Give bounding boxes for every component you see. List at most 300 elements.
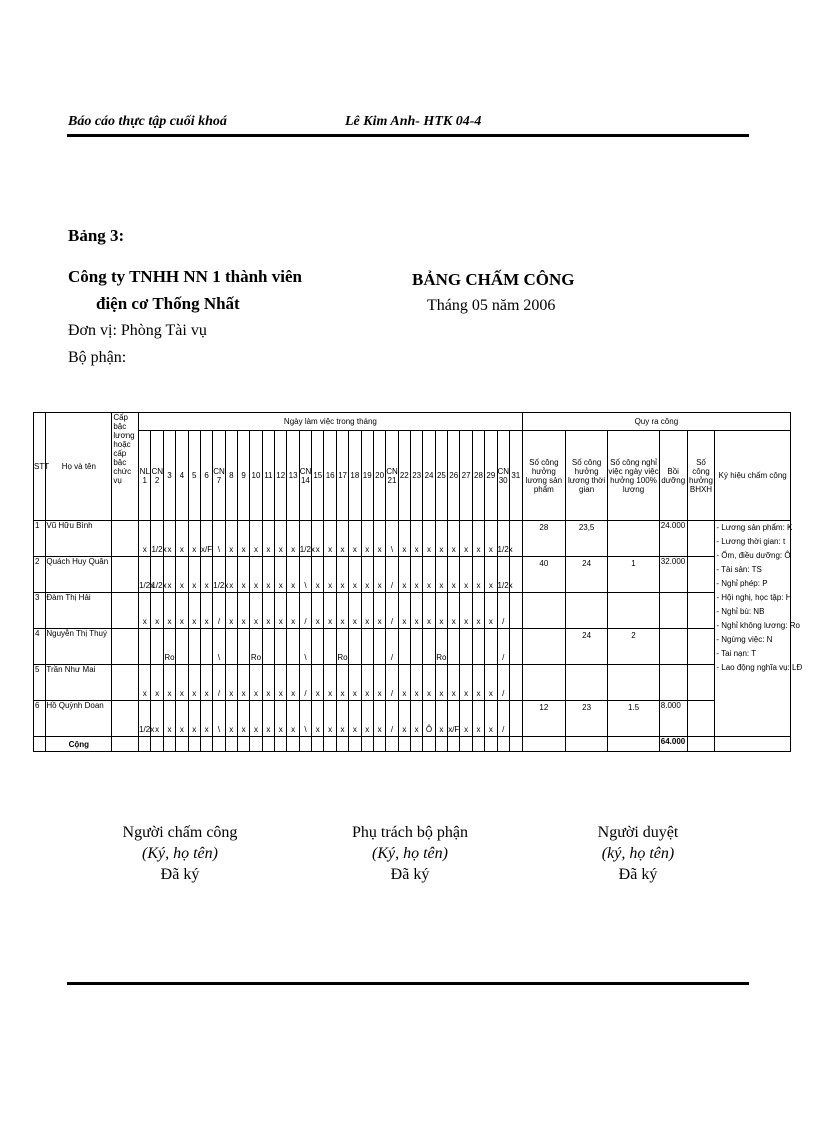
time-days: 23,5: [565, 521, 607, 557]
day-cell: x: [262, 665, 274, 701]
day-cell: x: [225, 521, 237, 557]
total-day-cell: [275, 737, 287, 752]
total-day-cell: [460, 737, 472, 752]
row-grade: [112, 665, 139, 701]
day-cell: x: [287, 557, 299, 593]
day-cell: x: [485, 593, 497, 629]
day-cell: x: [349, 593, 361, 629]
signature-status: Đã ký: [618, 866, 658, 883]
day-cell: x: [324, 701, 336, 737]
day-cell: x/F: [448, 701, 460, 737]
day-cell: x: [324, 557, 336, 593]
day-cell: x: [349, 557, 361, 593]
day-header: 26: [448, 431, 460, 521]
product-days: 40: [522, 557, 565, 593]
row-grade: [112, 701, 139, 737]
paid-leave-days: [608, 593, 660, 629]
day-header: 5: [188, 431, 200, 521]
day-cell: x: [163, 665, 175, 701]
day-cell: \: [299, 557, 311, 593]
day-header: 18: [349, 431, 361, 521]
row-name: Vũ Hữu Bình: [46, 521, 112, 557]
day-cell: x: [237, 701, 249, 737]
day-header: 19: [361, 431, 373, 521]
legend-item: - Hội nghị, học tập: H: [716, 593, 792, 602]
day-header: 25: [435, 431, 447, 521]
day-cell: x: [435, 521, 447, 557]
day-cell: x: [398, 593, 410, 629]
total-day-cell: [398, 737, 410, 752]
day-cell: x: [287, 701, 299, 737]
day-cell: /: [386, 665, 398, 701]
day-cell: x: [312, 665, 324, 701]
day-header: 8: [225, 431, 237, 521]
day-cell: x: [188, 665, 200, 701]
summary-header: Quy ra công: [522, 413, 790, 431]
total-stt: [34, 737, 46, 752]
day-cell: x: [423, 593, 435, 629]
day-cell: /: [213, 665, 225, 701]
paid-leave-days: [608, 665, 660, 701]
day-cell: x: [163, 701, 175, 737]
day-cell: \: [213, 629, 225, 665]
legend-item: - Nghỉ phép: P: [716, 579, 768, 588]
day-cell: /: [386, 629, 398, 665]
table-row: [34, 557, 791, 593]
day-cell: [448, 629, 460, 665]
day-cell: x: [411, 557, 423, 593]
paid-leave-days: [608, 521, 660, 557]
day-cell: x: [460, 593, 472, 629]
day-cell: /: [497, 701, 509, 737]
day-header: CN 21: [386, 431, 398, 521]
day-cell: x: [225, 701, 237, 737]
product-days: [522, 665, 565, 701]
total-day-cell: [250, 737, 262, 752]
day-header: 15: [312, 431, 324, 521]
day-cell: x: [176, 521, 188, 557]
day-cell: 1/2x: [139, 701, 151, 737]
summary-col-header: Bồi dưỡng: [659, 431, 687, 521]
day-cell: \: [299, 701, 311, 737]
total-allowance: 64.000: [659, 737, 687, 752]
day-cell: x: [312, 593, 324, 629]
insurance-days: [687, 701, 715, 737]
unit-label: Đơn vị: Phòng Tài vụ: [68, 322, 207, 339]
day-cell: x: [200, 593, 212, 629]
name-header: Họ và tên: [46, 413, 112, 521]
total-day-cell: [423, 737, 435, 752]
day-cell: x: [262, 701, 274, 737]
day-cell: x: [398, 557, 410, 593]
allowance: [659, 665, 687, 701]
day-cell: x: [448, 557, 460, 593]
table-row: [34, 521, 791, 557]
day-cell: x: [250, 593, 262, 629]
day-cell: x: [200, 665, 212, 701]
total-label: Cộng: [46, 737, 112, 752]
signature-role: Phụ trách bộ phận: [352, 824, 468, 841]
day-cell: /: [497, 629, 509, 665]
total-day-cell: [225, 737, 237, 752]
total-day-cell: [361, 737, 373, 752]
day-cell: x: [312, 701, 324, 737]
total-time: [565, 737, 607, 752]
day-header: 28: [472, 431, 484, 521]
row-stt: 4: [34, 629, 46, 665]
day-cell: 1/2x: [497, 521, 509, 557]
total-legend: [715, 737, 791, 752]
day-header: 11: [262, 431, 274, 521]
total-day-cell: [411, 737, 423, 752]
legend-item: - Ốm, điều dưỡng: Ô: [716, 551, 791, 560]
day-cell: x: [485, 557, 497, 593]
row-stt: 3: [34, 593, 46, 629]
page-title: BẢNG CHẤM CÔNG: [412, 270, 575, 289]
total-day-cell: [349, 737, 361, 752]
table-row: [34, 701, 791, 737]
time-days: 24: [565, 557, 607, 593]
day-cell: x: [176, 665, 188, 701]
day-cell: \: [213, 521, 225, 557]
day-cell: Ro: [250, 629, 262, 665]
day-cell: x: [237, 521, 249, 557]
day-cell: x: [373, 665, 385, 701]
day-cell: x: [275, 557, 287, 593]
day-cell: [151, 629, 163, 665]
day-cell: [176, 629, 188, 665]
day-cell: x: [398, 521, 410, 557]
total-day-cell: [237, 737, 249, 752]
day-cell: x: [139, 593, 151, 629]
day-cell: \: [299, 629, 311, 665]
total-day-cell: [497, 737, 509, 752]
day-cell: [139, 629, 151, 665]
day-header: 29: [485, 431, 497, 521]
day-cell: x: [151, 665, 163, 701]
day-cell: [275, 629, 287, 665]
total-leave: [608, 737, 660, 752]
day-cell: x: [324, 521, 336, 557]
day-cell: x: [139, 665, 151, 701]
time-days: 24: [565, 629, 607, 665]
day-cell: x: [349, 701, 361, 737]
day-cell: x: [188, 593, 200, 629]
summary-col-header: Số công hưởng lương thời gian: [565, 431, 607, 521]
day-cell: x: [423, 557, 435, 593]
footer-rule: [67, 982, 749, 985]
day-header: 22: [398, 431, 410, 521]
day-header: 16: [324, 431, 336, 521]
day-cell: x: [435, 557, 447, 593]
summary-col-header: Số công nghỉ việc ngày việc hưởng 100% lương: [608, 431, 660, 521]
day-cell: x: [176, 557, 188, 593]
row-name: Quách Huy Quân: [46, 557, 112, 593]
day-cell: x: [188, 701, 200, 737]
legend-item: - Lao động nghĩa vụ: LĐ: [716, 663, 803, 672]
allowance: 24.000: [659, 521, 687, 557]
day-cell: x: [336, 701, 348, 737]
day-cell: x: [423, 665, 435, 701]
total-day-cell: [324, 737, 336, 752]
day-cell: [411, 629, 423, 665]
day-cell: [225, 629, 237, 665]
row-stt: 5: [34, 665, 46, 701]
total-day-cell: [448, 737, 460, 752]
day-header: 3: [163, 431, 175, 521]
day-cell: x: [448, 521, 460, 557]
day-cell: Ô: [423, 701, 435, 737]
day-cell: /: [299, 593, 311, 629]
company-line1: Công ty TNHH NN 1 thành viên: [68, 267, 302, 286]
signature-note: (ký, họ tên): [601, 845, 675, 862]
day-cell: /: [386, 557, 398, 593]
day-cell: [287, 629, 299, 665]
signature-dept-head: [335, 822, 485, 885]
total-day-cell: [509, 737, 522, 752]
row-name: Hồ Quỳnh Doan: [46, 701, 112, 737]
row-name: Trần Như Mai: [46, 665, 112, 701]
day-header: 20: [373, 431, 385, 521]
day-cell: x: [361, 665, 373, 701]
day-header: 24: [423, 431, 435, 521]
day-cell: x: [448, 665, 460, 701]
time-days: [565, 593, 607, 629]
total-day-cell: [200, 737, 212, 752]
day-header: CN 2: [151, 431, 163, 521]
day-cell: x: [275, 701, 287, 737]
table-row: [34, 665, 791, 701]
total-day-cell: [163, 737, 175, 752]
day-cell: x: [448, 593, 460, 629]
day-cell: x: [373, 521, 385, 557]
day-header: 13: [287, 431, 299, 521]
summary-col-header: Số công hưởng lương sản phẩm: [522, 431, 565, 521]
day-header: CN 7: [213, 431, 225, 521]
signature-note: (Ký, họ tên): [372, 845, 448, 862]
day-cell: x: [485, 701, 497, 737]
signature-timekeeper: [110, 822, 250, 885]
product-days: 12: [522, 701, 565, 737]
day-cell: x: [460, 665, 472, 701]
day-cell: x: [151, 701, 163, 737]
day-cell: /: [386, 593, 398, 629]
signature-status: Đã ký: [390, 866, 430, 883]
day-header: 23: [411, 431, 423, 521]
day-cell: x: [237, 593, 249, 629]
day-cell: [398, 629, 410, 665]
day-cell: x: [411, 593, 423, 629]
day-cell: x: [250, 701, 262, 737]
day-cell: x: [485, 665, 497, 701]
row-name: Đàm Thị Hải: [46, 593, 112, 629]
day-cell: x: [176, 701, 188, 737]
day-cell: x: [151, 593, 163, 629]
day-cell: 1/2x: [151, 557, 163, 593]
day-cell: x: [250, 557, 262, 593]
time-days: 23: [565, 701, 607, 737]
day-cell: x: [200, 701, 212, 737]
day-cell: 1/2x: [213, 557, 225, 593]
day-cell: x: [361, 593, 373, 629]
total-day-cell: [336, 737, 348, 752]
day-cell: x: [275, 521, 287, 557]
total-day-cell: [213, 737, 225, 752]
day-cell: x: [349, 521, 361, 557]
day-cell: x: [373, 593, 385, 629]
signature-approver: [568, 822, 708, 885]
legend-cell: [715, 521, 803, 737]
legend-item: - Lương thời gian: t: [716, 537, 786, 546]
day-cell: [423, 629, 435, 665]
days-header: Ngày làm việc trong tháng: [139, 413, 523, 431]
signature-note: (Ký, họ tên): [142, 845, 218, 862]
legend-item: - Nghỉ bù: NB: [716, 607, 765, 616]
day-cell: /: [213, 593, 225, 629]
day-header: 9: [237, 431, 249, 521]
day-cell: x: [188, 557, 200, 593]
day-cell: 1/2x: [151, 521, 163, 557]
legend-item: - Tai nạn: T: [716, 649, 757, 658]
signature-role: Người duyệt: [597, 824, 679, 841]
total-day-cell: [435, 737, 447, 752]
day-cell: x: [423, 521, 435, 557]
company-line2: điện cơ Thống Nhất: [96, 294, 240, 313]
header-center: Lê Kim Anh- HTK 04-4: [345, 114, 482, 129]
day-cell: x: [361, 701, 373, 737]
day-cell: x: [349, 665, 361, 701]
day-cell: x: [312, 521, 324, 557]
day-cell: [361, 629, 373, 665]
day-cell: x: [262, 593, 274, 629]
day-cell: [262, 629, 274, 665]
row-stt: 2: [34, 557, 46, 593]
day-cell: [349, 629, 361, 665]
day-cell: x: [275, 593, 287, 629]
allowance: [659, 593, 687, 629]
day-cell: x: [324, 593, 336, 629]
total-day-cell: [472, 737, 484, 752]
day-cell: x: [411, 521, 423, 557]
day-cell: x: [336, 665, 348, 701]
allowance: 8.000: [659, 701, 687, 737]
day-cell: /: [497, 665, 509, 701]
day-cell: Ro: [163, 629, 175, 665]
day-cell: x: [225, 665, 237, 701]
row-stt: 6: [34, 701, 46, 737]
day-cell: x: [472, 557, 484, 593]
total-product: [522, 737, 565, 752]
paid-leave-days: 1.5: [608, 701, 660, 737]
total-insurance: [687, 737, 715, 752]
product-days: [522, 593, 565, 629]
header-left: Báo cáo thực tập cuối khoá: [68, 114, 227, 129]
day-cell: [324, 629, 336, 665]
row-grade: [112, 521, 139, 557]
day-cell: [472, 629, 484, 665]
legend-item: - Lương sản phẩm: K: [716, 523, 793, 532]
day-header: CN 30: [497, 431, 509, 521]
day-cell: /: [386, 701, 398, 737]
legend-item: - Tài sản: TS: [716, 565, 762, 574]
day-cell: [509, 701, 522, 737]
insurance-days: [687, 557, 715, 593]
day-cell: 1/2x: [299, 521, 311, 557]
attendance-table: [33, 412, 803, 752]
day-header: 10: [250, 431, 262, 521]
day-cell: x: [485, 521, 497, 557]
table-number: Bảng 3:: [68, 226, 125, 245]
day-cell: [485, 629, 497, 665]
day-cell: /: [497, 593, 509, 629]
allowance: 32.000: [659, 557, 687, 593]
day-cell: [509, 593, 522, 629]
day-cell: x: [435, 593, 447, 629]
paid-leave-days: 2: [608, 629, 660, 665]
day-cell: [373, 629, 385, 665]
total-day-cell: [262, 737, 274, 752]
day-cell: [509, 629, 522, 665]
legend-item: - Ngừng việc: N: [716, 635, 773, 644]
day-cell: x: [163, 593, 175, 629]
total-day-cell: [139, 737, 151, 752]
insurance-days: [687, 593, 715, 629]
day-cell: x: [460, 701, 472, 737]
day-header: 17: [336, 431, 348, 521]
day-cell: \: [213, 701, 225, 737]
day-cell: x: [472, 593, 484, 629]
day-cell: x/F: [200, 521, 212, 557]
day-cell: x: [398, 665, 410, 701]
day-cell: 1/2x: [139, 557, 151, 593]
day-cell: [237, 629, 249, 665]
day-cell: x: [163, 557, 175, 593]
stt-header: STT: [34, 413, 46, 521]
paid-leave-days: 1: [608, 557, 660, 593]
product-days: 28: [522, 521, 565, 557]
signature-status: Đã ký: [160, 866, 200, 883]
table-row: [34, 629, 791, 665]
summary-col-header: Số công hưởng BHXH: [687, 431, 715, 521]
day-cell: [312, 629, 324, 665]
signature-role: Người chấm công: [122, 824, 238, 841]
day-cell: x: [411, 665, 423, 701]
day-cell: x: [411, 701, 423, 737]
total-day-cell: [485, 737, 497, 752]
day-cell: x: [472, 521, 484, 557]
time-days: [565, 665, 607, 701]
day-cell: x: [472, 701, 484, 737]
total-day-cell: [299, 737, 311, 752]
total-day-cell: [373, 737, 385, 752]
day-cell: 1/2x: [497, 557, 509, 593]
day-cell: x: [460, 557, 472, 593]
day-cell: x: [324, 665, 336, 701]
day-cell: x: [398, 701, 410, 737]
allowance: [659, 629, 687, 665]
day-cell: x: [336, 593, 348, 629]
day-cell: x: [250, 665, 262, 701]
day-cell: x: [287, 521, 299, 557]
day-cell: [200, 629, 212, 665]
day-cell: x: [200, 557, 212, 593]
table-row: [34, 593, 791, 629]
day-cell: x: [237, 557, 249, 593]
day-cell: /: [299, 665, 311, 701]
total-day-cell: [386, 737, 398, 752]
day-cell: [460, 629, 472, 665]
day-header: CN 14: [299, 431, 311, 521]
